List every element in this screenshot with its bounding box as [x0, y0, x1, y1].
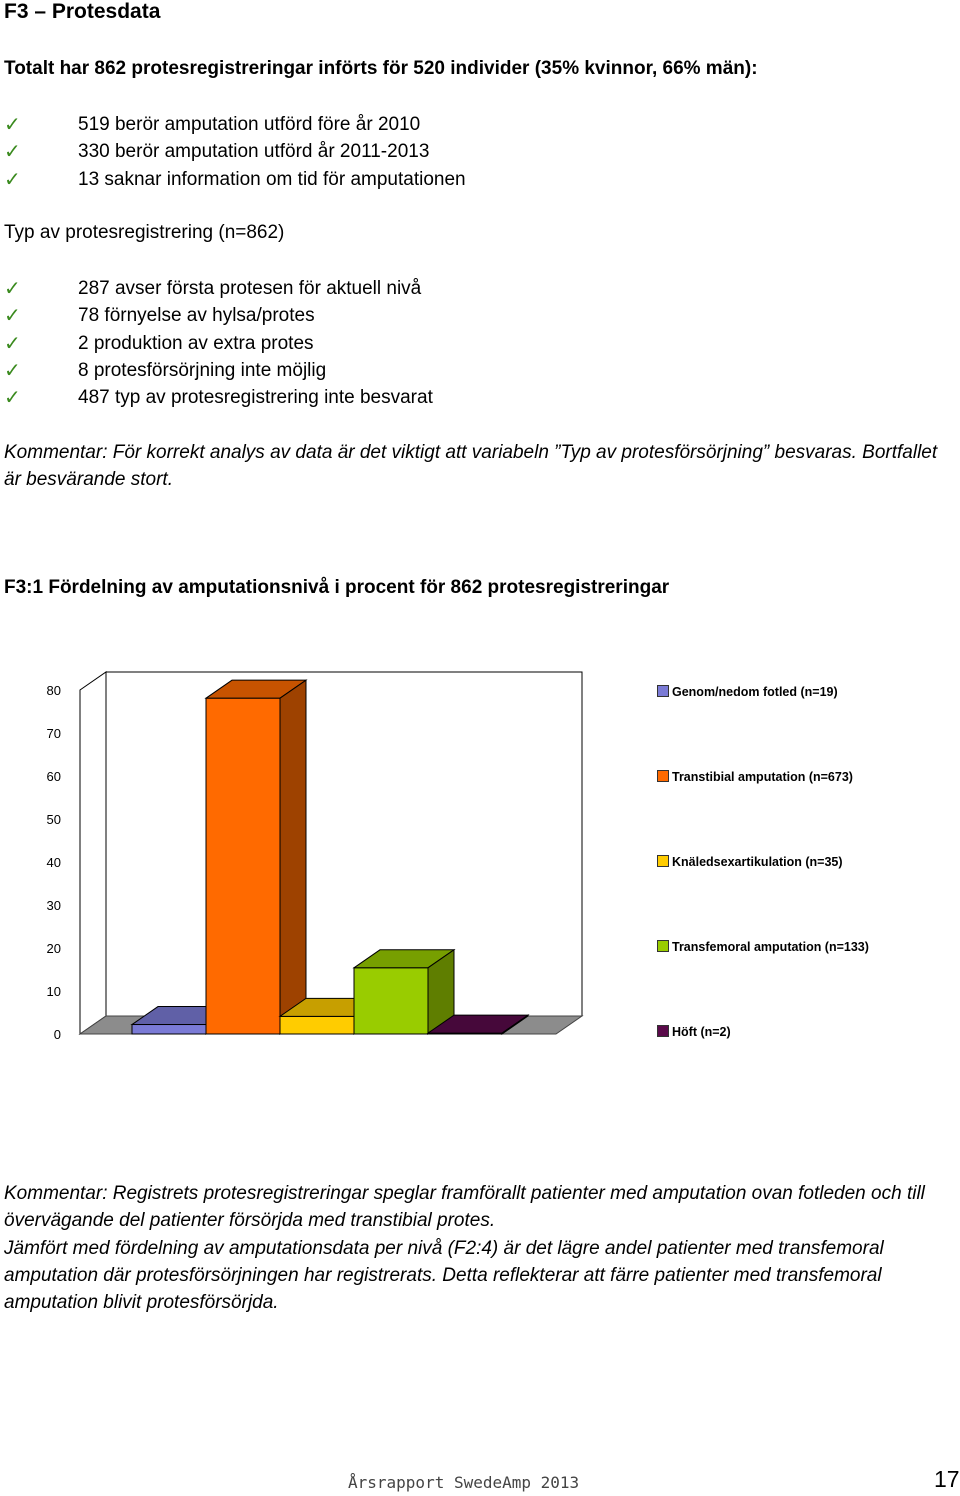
y-tick-label: 40	[46, 855, 61, 870]
legend-label: Höft (n=2)	[672, 1025, 731, 1039]
bar-front	[280, 1016, 354, 1034]
check-icon: ✓	[4, 276, 21, 300]
y-tick-label: 60	[46, 769, 61, 784]
y-tick-label: 10	[46, 984, 61, 999]
legend-label: Genom/nedom fotled (n=19)	[672, 685, 838, 699]
bar-front	[354, 968, 428, 1034]
y-tick-label: 30	[46, 898, 61, 913]
page-number: 17	[934, 1466, 960, 1492]
list-item: ✓ 487 typ av protesregistrering inte besvarat	[4, 385, 433, 410]
chart-title: F3:1 Fördelning av amputationsnivå i procent för 862 protesregistreringar	[4, 577, 670, 598]
check-icon: ✓	[4, 330, 21, 355]
section-title: F3 – Protesdata	[4, 0, 161, 23]
legend-item	[657, 1024, 731, 1040]
list-item: ✓ 330 berör amputation utförd år 2011-2013	[4, 139, 430, 164]
bar-front	[206, 698, 280, 1034]
check-icon: ✓	[4, 385, 21, 410]
comment-1: Kommentar: För korrekt analys av data är det viktigt att variabeln ”Typ av protesförsörjning” besvaras. Bortfallet är besvärande stort.	[4, 442, 938, 491]
legend-item	[657, 939, 869, 955]
y-tick-label: 20	[46, 941, 61, 956]
list-item: ✓ 8 protesförsörjning inte möjlig	[4, 357, 327, 382]
list-item: ✓ 78 förnyelse av hylsa/protes	[4, 303, 315, 328]
y-tick-label: 50	[46, 812, 61, 827]
check-icon: ✓	[4, 357, 21, 382]
bar-chart	[0, 660, 640, 1060]
list-item: ✓ 287 avser första protesen för aktuell nivå	[4, 276, 422, 300]
bar-side	[280, 680, 306, 1034]
chart-side-wall	[80, 672, 106, 1034]
y-tick-label: 80	[46, 683, 61, 698]
y-tick-label: 0	[53, 1027, 61, 1042]
subheading: Typ av protesregistrering (n=862)	[4, 222, 285, 243]
lead-text: Totalt har 862 protesregistreringar införts för 520 individer (35% kvinnor, 66% män):	[4, 58, 758, 79]
legend-swatch	[657, 685, 669, 697]
chart-back-wall	[106, 672, 582, 1016]
legend-item	[657, 769, 853, 785]
footer-text: Årsrapport SwedeAmp 2013	[348, 1473, 580, 1492]
legend-label: Knäledsexartikulation (n=35)	[672, 855, 843, 869]
list-item: ✓ 2 produktion av extra protes	[4, 330, 314, 355]
legend-item	[657, 684, 838, 700]
check-icon: ✓	[4, 112, 21, 136]
check-icon: ✓	[4, 303, 21, 328]
list-item: ✓ 13 saknar information om tid för amputationen	[4, 166, 466, 191]
legend-swatch	[657, 940, 669, 952]
legend-item	[657, 854, 843, 870]
bar-front	[132, 1025, 206, 1034]
list-item: ✓ 519 berör amputation utförd före år 2010	[4, 112, 421, 136]
y-tick-label: 70	[46, 726, 61, 741]
comment-2: Kommentar: Registrets protesregistreringar speglar framförallt patienter med amputation ovan fotleden och till övervägande del patienter försörjda med transtibial protes. Jämfört med fördelning av amputationsdata per nivå (F2:4) är det lägre andel patienter med transfemoral amputation där protesförsörjningen har registrerats. Detta reflekterar att färre patienter med transfemoral amputation blivit protesförsörjda.	[4, 1183, 925, 1314]
legend-swatch	[657, 770, 669, 782]
legend-label: Transfemoral amputation (n=133)	[672, 940, 869, 954]
check-icon: ✓	[4, 139, 21, 164]
legend-swatch	[657, 855, 669, 867]
check-icon: ✓	[4, 166, 21, 191]
registration-type-list	[0, 275, 433, 411]
legend-label: Transtibial amputation (n=673)	[672, 770, 853, 784]
legend-swatch	[657, 1025, 669, 1037]
amputation-time-list	[0, 111, 466, 193]
